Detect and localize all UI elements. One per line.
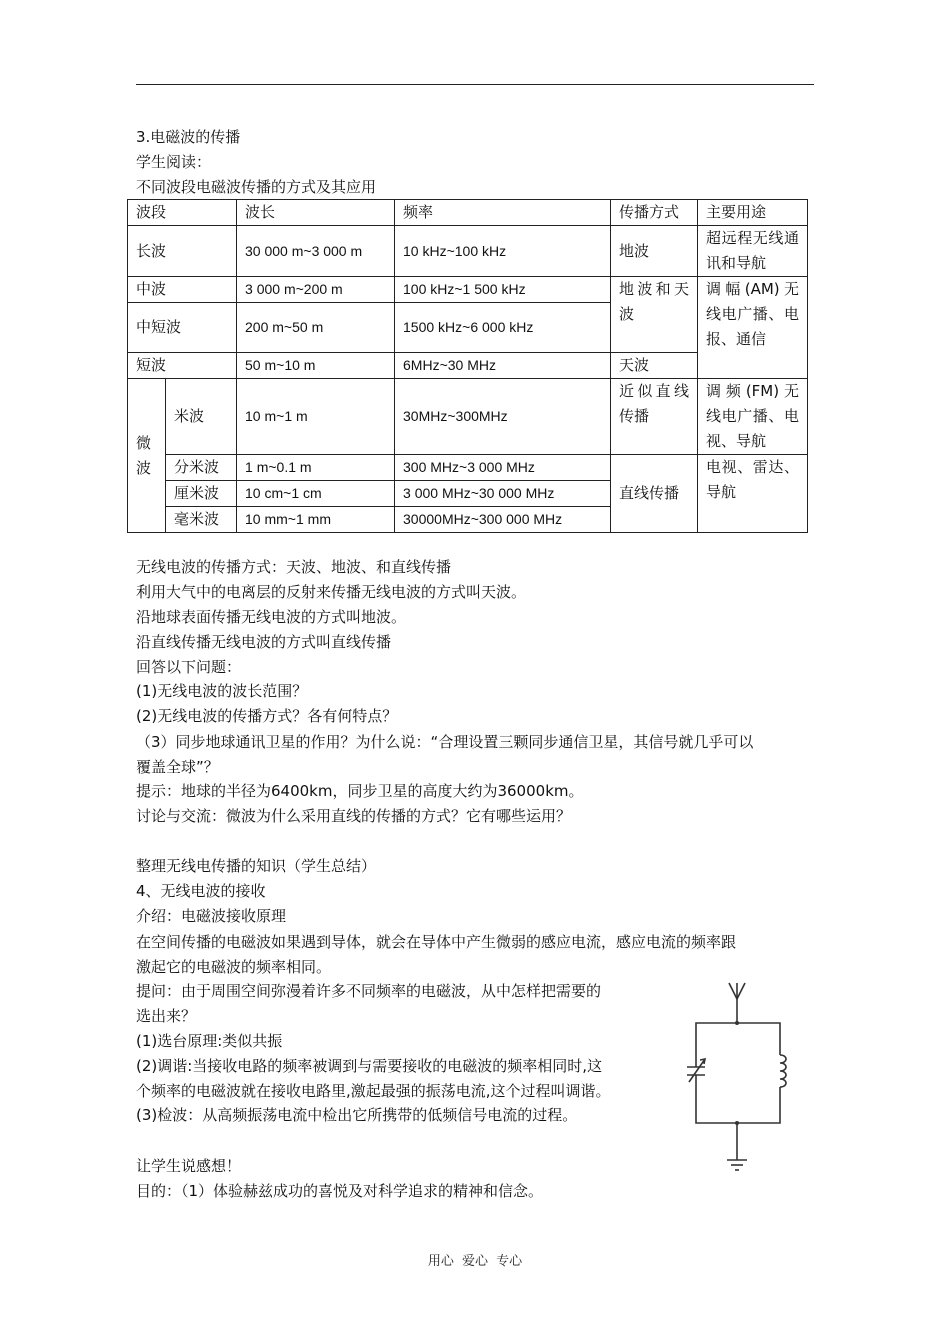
body-text-line: 沿地球表面传播无线电波的方式叫地波。	[136, 608, 407, 626]
use-cell: 调幅(AM)无线电广播、电报、通信	[698, 277, 808, 379]
body-text-line: (1)选台原理:类似共振	[136, 1032, 283, 1050]
band-cell: 米波	[166, 379, 237, 455]
frequency-cell: 10 kHz~100 kHz	[395, 226, 611, 277]
band-cell: 短波	[128, 353, 237, 379]
body-text-line: 介绍：电磁波接收原理	[136, 907, 287, 925]
frequency-cell: 300 MHz~3 000 MHz	[395, 455, 611, 481]
body-text-line: 利用大气中的电离层的反射来传播无线电波的方式叫天波。	[136, 583, 527, 601]
body-text-line: (2)调谐:当接收电路的频率被调到与需要接收的电磁波的频率相同时,这	[136, 1057, 603, 1075]
table-row	[128, 379, 808, 455]
header-use: 主要用途	[698, 200, 808, 226]
table-header-row	[128, 200, 808, 226]
table-row	[128, 455, 808, 481]
use-cell: 超远程无线通讯和导航	[698, 226, 808, 277]
body-text-line: 提问：由于周围空间弥漫着许多不同频率的电磁波，从中怎样把需要的	[136, 982, 602, 1000]
frequency-cell: 100 kHz~1 500 kHz	[395, 277, 611, 303]
header-mode: 传播方式	[611, 200, 698, 226]
hint-line: 提示：地球的半径为6400km，同步卫星的高度大约为36000km。	[136, 782, 584, 800]
table-caption: 不同波段电磁波传播的方式及其应用	[136, 178, 377, 196]
inductor-coil-icon	[780, 1055, 786, 1087]
body-text-line: 让学生说感想！	[136, 1157, 242, 1175]
summary-line: 整理无线电传播的知识（学生总结）	[136, 857, 377, 875]
reading-label: 学生阅读：	[136, 153, 212, 171]
header-frequency: 频率	[395, 200, 611, 226]
use-cell: 电视、雷达、导航	[698, 455, 808, 533]
body-text-line: 沿直线传播无线电波的方式叫直线传播	[136, 633, 392, 651]
body-text-line: 回答以下问题：	[136, 658, 242, 676]
discussion-line: 讨论与交流：微波为什么采用直线的传播的方式？它有哪些运用？	[136, 807, 572, 825]
footer-word: 专心	[496, 1254, 523, 1269]
wavelength-cell: 10 m~1 m	[237, 379, 395, 455]
frequency-cell: 3 000 MHz~30 000 MHz	[395, 481, 611, 507]
section4-heading: 4、无线电波的接收	[136, 882, 266, 900]
body-text-line: 个频率的电磁波就在接收电路里,激起最强的振荡电流,这个过程叫调谐。	[136, 1082, 611, 1100]
footer-word: 爱心	[461, 1254, 488, 1269]
wave-band-table	[127, 199, 808, 533]
receiver-circuit-diagram	[680, 975, 800, 1185]
footer-word: 用心	[427, 1254, 454, 1269]
band-cell: 中短波	[128, 303, 237, 353]
section-heading: 3.电磁波的传播	[136, 128, 241, 146]
question-line: （3）同步地球通讯卫星的作用？为什么说：“合理设置三颗同步通信卫星，其信号就几乎可以	[136, 733, 754, 751]
frequency-cell: 1500 kHz~6 000 kHz	[395, 303, 611, 353]
table-row	[128, 277, 808, 303]
band-cell: 分米波	[166, 455, 237, 481]
band-cell: 中波	[128, 277, 237, 303]
page-footer	[0, 1250, 950, 1269]
band-cell: 长波	[128, 226, 237, 277]
band-cell: 毫米波	[166, 507, 237, 533]
ground-icon	[727, 1160, 747, 1170]
header-rule	[136, 84, 814, 85]
question-line: (2)无线电波的传播方式？各有何特点？	[136, 707, 398, 725]
body-text-line: 在空间传播的电磁波如果遇到导体，就会在导体中产生微弱的感应电流，感应电流的频率跟	[136, 933, 737, 951]
header-wavelength: 波长	[237, 200, 395, 226]
wavelength-cell: 10 cm~1 cm	[237, 481, 395, 507]
question-line: (1)无线电波的波长范围？	[136, 682, 308, 700]
use-cell: 调频(FM)无线电广播、电视、导航	[698, 379, 808, 455]
wavelength-cell: 10 mm~1 mm	[237, 507, 395, 533]
body-text-line: 无线电波的传播方式：天波、地波、和直线传播	[136, 558, 452, 576]
header-band: 波段	[128, 200, 237, 226]
mode-cell: 近似直线传播	[611, 379, 698, 455]
band-cell: 厘米波	[166, 481, 237, 507]
body-text-line: (3)检波：从高频振荡电流中检出它所携带的低频信号电流的过程。	[136, 1106, 578, 1124]
wavelength-cell: 30 000 m~3 000 m	[237, 226, 395, 277]
body-text-line: 目的：（1）体验赫兹成功的喜悦及对科学追求的精神和信念。	[136, 1182, 544, 1200]
microwave-cell: 微波	[128, 379, 166, 533]
table-row	[128, 226, 808, 277]
mode-cell: 天波	[611, 353, 698, 379]
wavelength-cell: 1 m~0.1 m	[237, 455, 395, 481]
frequency-cell: 30MHz~300MHz	[395, 379, 611, 455]
frequency-cell: 6MHz~30 MHz	[395, 353, 611, 379]
variable-capacitor-icon	[687, 1055, 705, 1087]
body-text-line: 激起它的电磁波的频率相同。	[136, 958, 332, 976]
wavelength-cell: 3 000 m~200 m	[237, 277, 395, 303]
mode-cell: 地波	[611, 226, 698, 277]
frequency-cell: 30000MHz~300 000 MHz	[395, 507, 611, 533]
body-text-line: 选出来？	[136, 1007, 197, 1025]
mode-cell: 直线传播	[611, 455, 698, 533]
wavelength-cell: 50 m~10 m	[237, 353, 395, 379]
mode-cell: 地波和天波	[611, 277, 698, 353]
question-line: 覆盖全球”？	[136, 758, 219, 776]
antenna-icon	[729, 983, 745, 1003]
wavelength-cell: 200 m~50 m	[237, 303, 395, 353]
